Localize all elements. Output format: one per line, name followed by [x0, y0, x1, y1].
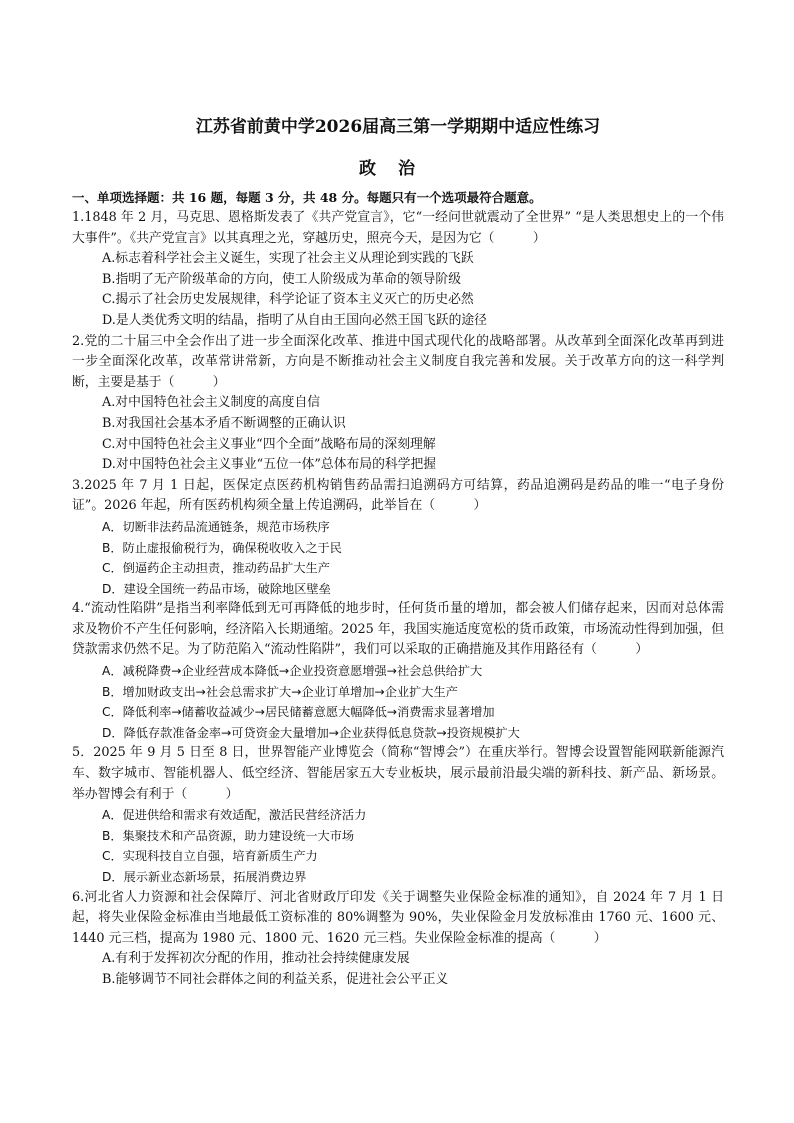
option-a: A．促进供给和需求有效适配，激活民营经济活力 — [102, 808, 367, 823]
question-stem: 3.2025 年 7 月 1 日起，医保定点医药机构销售药品需扫追溯码方可结算，药品追溯码是药品的唯一“电子身份证”。2026 年起，所有医药机构须全量上传追溯码，此举旨在（ ） — [72, 477, 724, 514]
question-5 — [72, 743, 724, 887]
option-d: D．降低存款准备金率→可贷资金大量增加→企业获得低息贷款→投资规模扩大 — [102, 725, 520, 740]
option-a: A．减税降费→企业经营成本降低→企业投资意愿增强→社会总供给扩大 — [102, 664, 483, 679]
option-d: D．展示新业态新场景，拓展消费边界 — [102, 870, 307, 884]
option-a: A.标志着科学社会主义诞生，实现了社会主义从理论到实践的飞跃 — [102, 251, 474, 267]
option-a: A.对中国特色社会主义制度的高度自信 — [102, 395, 321, 411]
question-stem: 2.党的二十届三中全会作出了进一步全面深化改革、推进中国式现代化的战略部署。从改革到全面深化改革再到进一步全面深化改革，改革常讲常新，方向是不断推动社会主义制度自我完善和发展。关于改革方向的这一科学判断，主要是基于（ ） — [72, 333, 724, 390]
option-d: D．建设全国统一药品市场，破除地区壁垒 — [102, 581, 331, 596]
question-3 — [72, 476, 724, 600]
question-stem: 5．2025 年 9 月 5 日至 8 日，世界智能产业博览会（简称“智博会”）在重庆举行。智博会设置智能网联新能源汽车、数字城市、智能机器人、低空经济、智能居家五大专业板块，展示最前沿最尖端的新科技、新产品、新场景。举办智博会有利于（ ） — [72, 745, 724, 802]
exam-title: 江苏省前黄中学2026届高三第一学期期中适应性练习 — [195, 117, 601, 137]
question-4 — [72, 599, 724, 743]
option-b: B．增加财政支出→社会总需求扩大→企业订单增加→企业扩大生产 — [102, 684, 458, 699]
option-d: D.对中国特色社会主义事业“五位一体”总体布局的科学把握 — [102, 457, 437, 473]
question-stem: 6.河北省人力资源和社会保障厅、河北省财政厅印发《关于调整失业保险金标准的通知》，自 2024 年 7 月 1 日起，将失业保险金标准由当地最低工资标准的 80%调整为 90%，失业保险金月发放标准由 1760 元、1600 元、1440 元三档，提高为 1980 元、1800 元、1620 元三档。失业保险金标准的提高（ ） — [72, 889, 724, 946]
option-a: A．切断非法药品流通链条，规范市场秩序 — [102, 519, 330, 534]
option-a: A.有利于发挥初次分配的作用，推动社会持续健康发展 — [102, 951, 410, 967]
question-stem: 4.“流动性陷阱”是指当利率降低到无可再降低的地步时，任何货币量的增加，都会被人们储存起来，因而对总体需求及物价不产生任何影响，经济陷入长期通缩。2025 年，我国实施适度宽松的货币政策，市场流动性得到加强，但贷款需求仍然不足。为了防范陷入“流动性陷阱”，我们可以采取的正确措施及其作用路径有（ ） — [72, 601, 724, 658]
exam-page — [72, 114, 724, 991]
option-d: D.是人类优秀文明的结晶，指明了从自由王国向必然王国飞跃的途径 — [102, 312, 487, 328]
option-c: C.对中国特色社会主义事业“四个全面”战略布局的深刻理解 — [102, 436, 436, 452]
subject-title: 政治 — [359, 159, 437, 179]
option-b: B.指明了无产阶级革命的方向，使工人阶级成为革命的领导阶级 — [102, 271, 461, 287]
option-b: B.能够调节不同社会群体之间的利益关系，促进社会公平正义 — [102, 971, 449, 987]
option-c: C．降低利率→储蓄收益减少→居民储蓄意愿大幅降低→消费需求显著增加 — [102, 705, 495, 720]
question-2 — [72, 332, 724, 476]
question-stem: 1.1848 年 2 月，马克思、恩格斯发表了《共产党宣言》，它“一经问世就震动了全世界” “是人类思想史上的一个伟大事件”。《共产党宣言》以其真理之光，穿越历史，照亮今天，是因为它（ ） — [72, 210, 724, 246]
option-b: B.对我国社会基本矛盾不断调整的正确认识 — [102, 415, 346, 431]
option-b: B．集聚技术和产品资源，助力建设统一大市场 — [102, 828, 355, 843]
option-c: C．倒逼药企主动担责，推动药品扩大生产 — [102, 561, 330, 576]
option-b: B．防止虚报偷税行为，确保税收收入之于民 — [102, 540, 342, 555]
option-c: C.揭示了社会历史发展规律，科学论证了资本主义灭亡的历史必然 — [102, 292, 474, 308]
question-6 — [72, 888, 724, 991]
question-1 — [72, 208, 724, 332]
section-heading: 一、单项选择题：共 16 题，每题 3 分，共 48 分。每题只有一个选项最符合题意。 — [72, 190, 542, 205]
option-c: C．实现科技自立自强，培育新质生产力 — [102, 849, 318, 864]
